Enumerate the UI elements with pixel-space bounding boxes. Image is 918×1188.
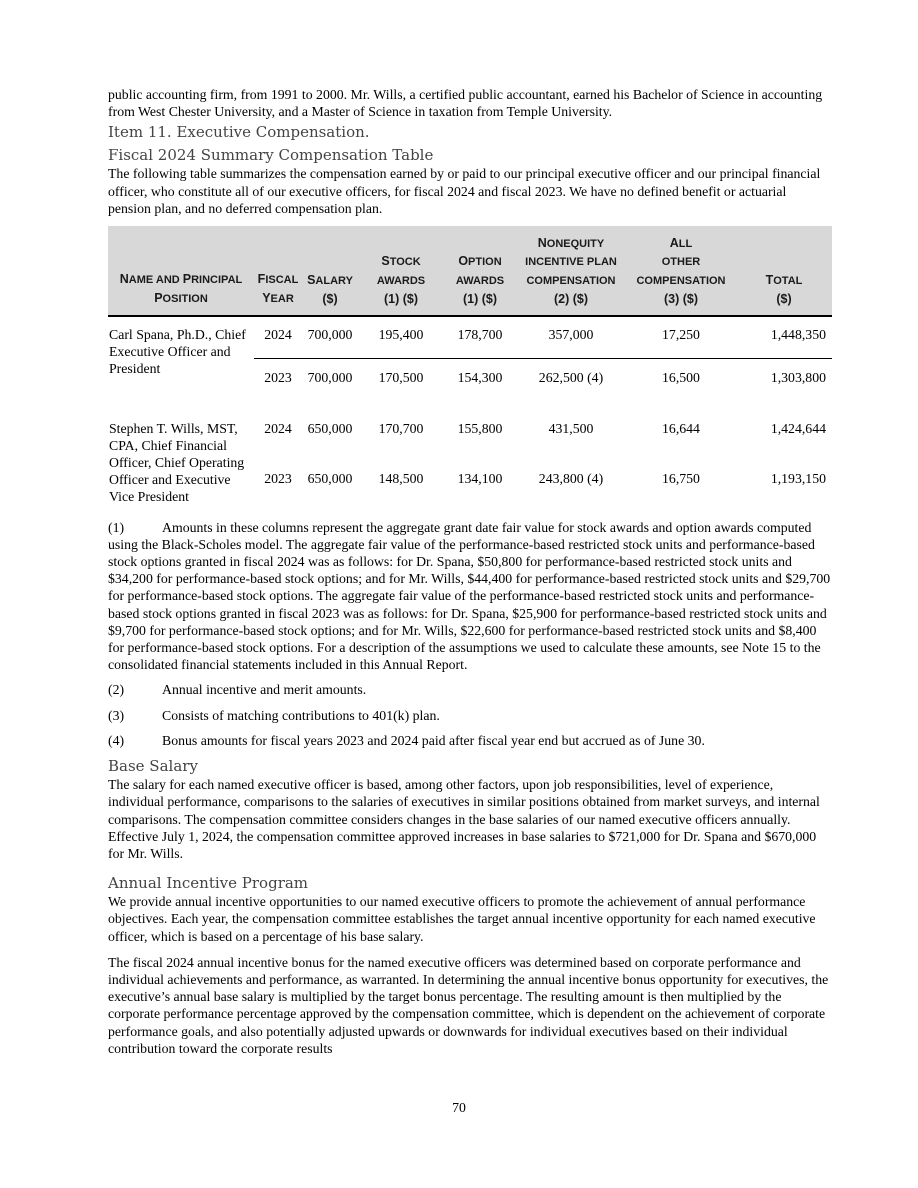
cell-salary: 650,000 (307, 471, 353, 487)
cell-salary: 650,000 (307, 420, 353, 436)
header-fiscal-year: FISCAL YEAR (254, 226, 302, 316)
table-row (108, 316, 832, 359)
footnote-text: Annual incentive and merit amounts. (162, 682, 367, 698)
page-content (108, 86, 832, 1057)
cell-nonequity: 357,000 (548, 326, 594, 342)
footnote-4 (108, 732, 832, 749)
cell-year: 2024 (264, 420, 292, 436)
header-salary: SALARY ($) (302, 226, 358, 316)
cell-stock-awards: 195,400 (378, 326, 424, 342)
header-all-other-compensation: ALL OTHER COMPENSATION (3) ($) (626, 226, 736, 316)
cell-option-awards: 178,700 (457, 326, 503, 342)
intro-paragraph: public accounting firm, from 1991 to 2000. Mr. Wills, a certified public accountant, earned his Bachelor of Science in accounting from West Chester University, and a Master of Science in taxation from Temple University. (108, 87, 823, 120)
footnote-number: (3) (108, 707, 125, 723)
cell-year: 2023 (254, 358, 302, 404)
cell-year: 2024 (264, 326, 292, 342)
annual-incentive-paragraph-2: The fiscal 2024 annual incentive bonus for the named executive officers was determined based on corporate performance and individual achievements and performance, as warranted. In determining the annual incentive bonus opportunity for executives, the executive’s annual base salary is multiplied by the target bonus percentage. The resulting amount is then multiplied by the corporate performance percentage approved by the compensation committee, which is dependent on the achievement of corporate performance goals, and also potentially adjusted upwards or downwards for individual executives based on their individual contribution toward the corporate results (108, 954, 829, 1056)
footnote-1 (108, 519, 832, 674)
footnote-3 (108, 707, 832, 724)
executive-name-wills: Stephen T. Wills, MST, CPA, Chief Financial Officer, Chief Operating Officer and Executive Vice President (109, 420, 245, 505)
cell-salary: 700,000 (302, 358, 358, 404)
annual-incentive-heading: Annual Incentive Program (108, 874, 309, 893)
footnote-text: Amounts in these columns represent the aggregate grant date fair value for stock awards and option awards computed using the Black-Scholes model. The aggregate fair value of the performance-based restricted stock units and performance-based stock options granted in fiscal 2024 was as follows: for Dr. Spana, $50,800 for performance-based restricted stock units and $34,200 for performance-based stock options; and for Mr. Wills, $44,400 for performance-based restricted stock units and $29,700 for performance-based stock options. The aggregate fair value of the performance-based restricted stock units and performance-based stock options granted in fiscal 2023 was as follows: for Dr. Spana, $25,900 for performance-based restricted stock units and $9,700 for performance-based stock options; and for Mr. Wills, $22,600 for performance-based restricted stock units and $8,400 for performance-based stock options. For a description of the assumptions we used to calculate these amounts, see Note 15 to the consolidated financial statements included in this Annual Report. (108, 519, 831, 673)
cell-stock-awards: 170,700 (378, 420, 424, 436)
cell-nonequity: 262,500 (4) (516, 358, 626, 404)
cell-total: 1,303,800 (736, 358, 832, 404)
footnote-2 (108, 681, 832, 698)
cell-total: 1,193,150 (770, 471, 826, 487)
base-salary-heading: Base Salary (108, 757, 198, 776)
summary-table-heading: Fiscal 2024 Summary Compensation Table (108, 146, 434, 165)
footnote-number: (2) (108, 682, 125, 698)
cell-year: 2023 (264, 471, 292, 487)
header-total: TOTAL ($) (736, 226, 832, 316)
header-stock-awards: STOCK AWARDS (1) ($) (358, 226, 444, 316)
cell-salary: 700,000 (307, 326, 353, 342)
footnote-text: Bonus amounts for fiscal years 2023 and 2024 paid after fiscal year end but accrued as of June 30. (162, 732, 705, 748)
header-option-awards: OPTION AWARDS (1) ($) (444, 226, 516, 316)
executive-name-spana: Carl Spana, Ph.D., Chief Executive Officer and President (109, 326, 246, 377)
cell-other-comp: 16,500 (626, 358, 736, 404)
cell-other-comp: 16,750 (662, 471, 700, 487)
table-header-row (108, 226, 832, 316)
footnote-number: (1) (108, 519, 125, 535)
footnote-text: Consists of matching contributions to 401(k) plan. (162, 707, 440, 723)
header-nonequity-incentive: NONEQUITY INCENTIVE PLAN COMPENSATION (2) ($) (516, 226, 626, 316)
cell-nonequity: 243,800 (4) (538, 471, 604, 487)
table-row (108, 404, 832, 460)
cell-total: 1,424,644 (770, 420, 826, 436)
summary-intro-paragraph: The following table summarizes the compensation earned by or paid to our principal executive officer and our principal financial officer, who constitute all of our executive officers, for fiscal 2024 and fiscal 2023. We have no defined benefit or actuarial pension plan, and no deferred compensation plan. (108, 166, 821, 216)
cell-stock-awards: 170,500 (358, 358, 444, 404)
cell-option-awards: 154,300 (444, 358, 516, 404)
header-name-position: NAME AND PRINCIPAL POSITION (108, 226, 254, 316)
cell-option-awards: 155,800 (457, 420, 503, 436)
cell-nonequity: 431,500 (548, 420, 594, 436)
annual-incentive-paragraph-1: We provide annual incentive opportunities to our named executive officers to promote the achievement of annual performance objectives. Each year, the compensation committee establishes the target annual incentive opportunity for each named executive officer, which is based on a percentage of his base salary. (108, 894, 816, 944)
cell-other-comp: 17,250 (662, 326, 700, 342)
item-heading: Item 11. Executive Compensation. (108, 123, 370, 142)
base-salary-paragraph: The salary for each named executive officer is based, among other factors, upon job responsibilities, level of experience, individual performance, comparisons to the salaries of executives in similar positions obtained from market surveys, and internal comparisons. The compensation committee considers changes in the base salaries of our named executive officers annually. Effective July 1, 2024, the compensation committee approved increases in base salaries to $721,000 for Dr. Spana and $670,000 for Mr. Wills. (108, 777, 820, 861)
cell-other-comp: 16,644 (662, 420, 700, 436)
page-number: 70 (452, 1100, 466, 1115)
footnote-number: (4) (108, 732, 125, 748)
cell-option-awards: 134,100 (457, 471, 503, 487)
summary-compensation-table (108, 226, 832, 507)
cell-stock-awards: 148,500 (378, 471, 424, 487)
cell-total: 1,448,350 (770, 326, 826, 342)
